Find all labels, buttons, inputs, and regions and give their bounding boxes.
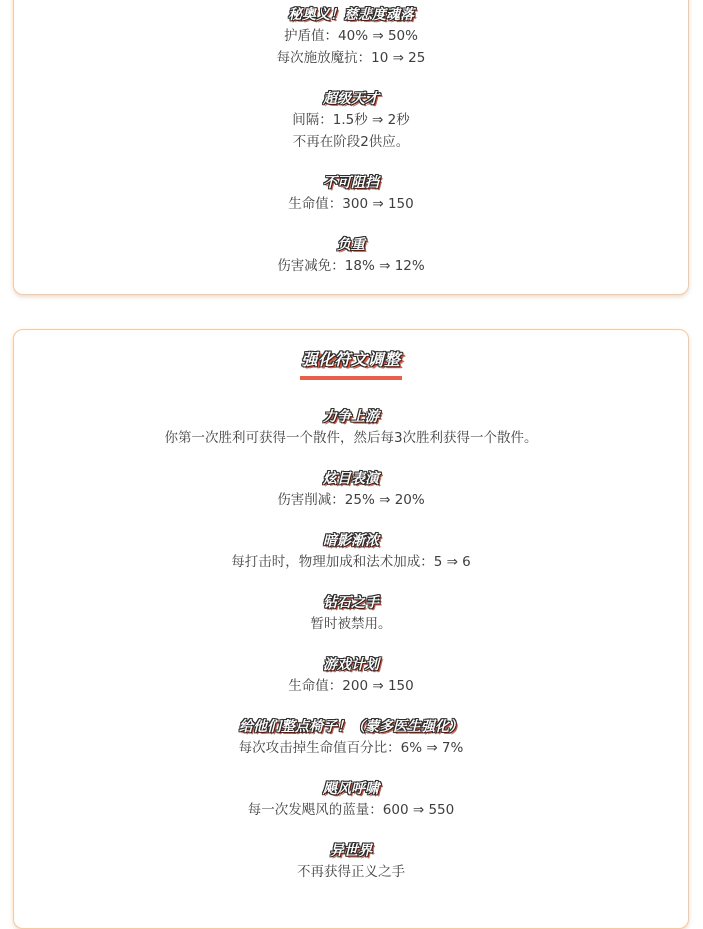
list-item xyxy=(14,717,688,759)
item-detail: 伤害减免：18% ⇒ 12% xyxy=(277,258,425,274)
section-header xyxy=(14,330,688,380)
item-title: 异世界 xyxy=(330,843,372,859)
list-item xyxy=(14,469,688,511)
section-title: 强化符文调整 xyxy=(301,350,401,369)
item-detail: 每次施放魔抗：10 ⇒ 25 xyxy=(276,50,426,66)
augment-card xyxy=(13,329,689,929)
item-detail: 暂时被禁用。 xyxy=(310,616,392,632)
item-title: 负重 xyxy=(337,237,365,253)
list-item xyxy=(14,779,688,821)
item-detail: 不再获得正义之手 xyxy=(297,864,405,880)
list-item xyxy=(14,235,688,277)
item-detail: 护盾值：40% ⇒ 50% xyxy=(284,28,418,44)
item-detail: 伤害削减：25% ⇒ 20% xyxy=(277,492,425,508)
list-item xyxy=(14,407,688,449)
list-item xyxy=(14,89,688,153)
balance-card-top xyxy=(13,0,689,295)
balance-list xyxy=(14,0,688,277)
item-title: 秘奥义！慈悲度魂落 xyxy=(288,7,414,23)
item-title: 飓风呼啸 xyxy=(323,781,379,797)
item-title: 钻石之手 xyxy=(323,595,379,611)
list-item xyxy=(14,531,688,573)
item-detail: 你第一次胜利可获得一个散件，然后每3次胜利获得一个散件。 xyxy=(164,430,538,446)
item-detail: 生命值：300 ⇒ 150 xyxy=(288,196,414,212)
item-detail: 每打击时，物理加成和法术加成：5 ⇒ 6 xyxy=(231,554,471,570)
item-title: 超级天才 xyxy=(323,91,379,107)
list-item xyxy=(14,593,688,635)
augment-list xyxy=(14,380,688,883)
item-detail: 不再在阶段2供应。 xyxy=(292,134,410,150)
list-item xyxy=(14,173,688,215)
item-title: 不可阻挡 xyxy=(323,175,379,191)
list-item xyxy=(14,5,688,69)
item-title: 暗影渐浓 xyxy=(323,533,379,549)
item-detail: 间隔：1.5秒 ⇒ 2秒 xyxy=(292,112,410,128)
item-title: 给他们整点椅子！（蒙多医生强化） xyxy=(239,719,463,735)
item-title: 力争上游 xyxy=(323,409,379,425)
list-item xyxy=(14,841,688,883)
item-detail: 每一次发飓风的蓝量：600 ⇒ 550 xyxy=(247,802,455,818)
item-detail: 生命值：200 ⇒ 150 xyxy=(288,678,414,694)
item-detail: 每次攻击掉生命值百分比：6% ⇒ 7% xyxy=(238,740,464,756)
item-title: 游戏计划 xyxy=(323,657,379,673)
list-item xyxy=(14,655,688,697)
item-title: 炫目表演 xyxy=(323,471,379,487)
